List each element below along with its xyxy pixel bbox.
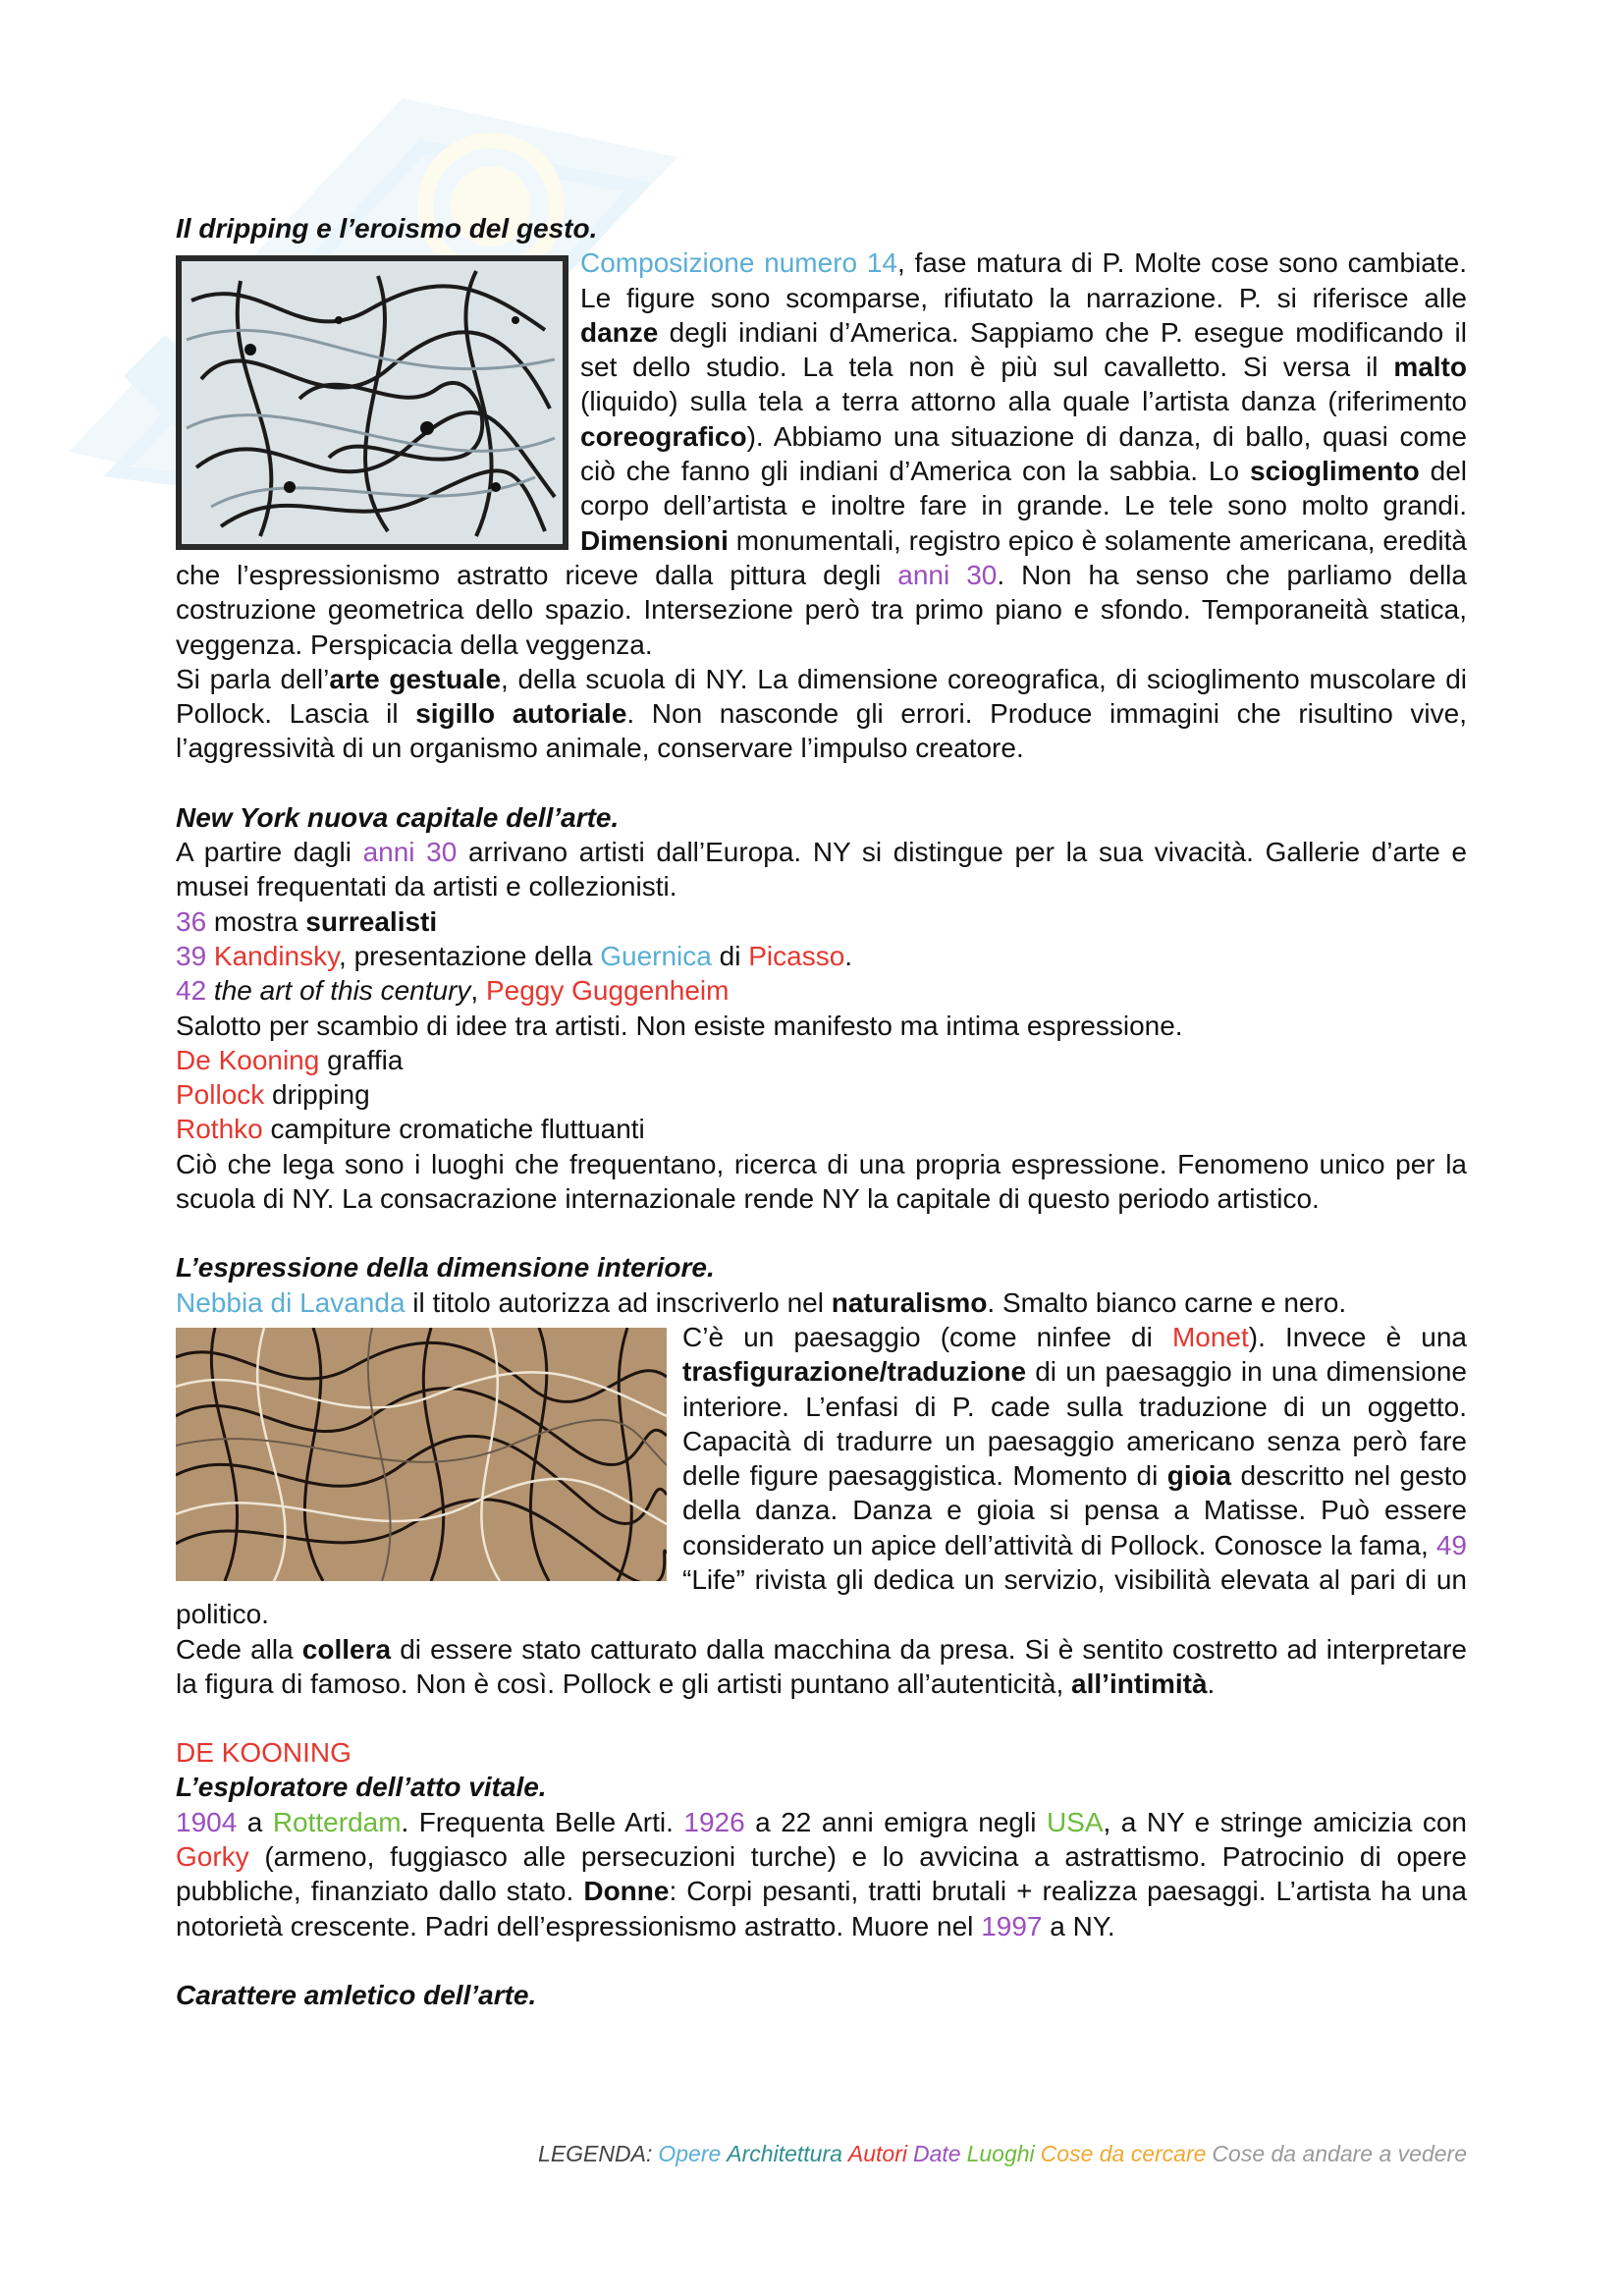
date-term: 1997 [981,1910,1043,1941]
painting-nebbia-di-lavanda [176,1328,667,1581]
text: ). Abbiamo una situazione di danza, di ballo, quasi come ciò che fanno gli indiani d’America con la sabbia. Lo [580,420,1467,487]
text: a NY. [1042,1910,1115,1941]
work-link: Composizione numero 14 [580,247,897,279]
text: campiture cromatiche fluttuanti [262,1114,645,1145]
list-line [176,1077,1467,1112]
date-term: anni 30 [897,559,998,590]
list-line: Salotto per scambio di idee tra artisti. Non esiste manifesto ma intima espressione. [176,1010,1183,1041]
paragraph [176,662,1467,766]
author-term: Picasso [748,940,845,971]
text: il titolo autorizza ad inscriverlo nel [405,1286,832,1318]
text: , fase matura di P. Molte cose sono cambiate. Le figure sono scomparse, rifiutato la narrazione. P. si riferisce alle [580,247,1467,313]
text: . Non nasconde gli errori. Produce immagini che risultino vive, l’aggressività di un organismo animale, conservare l’impulso creatore. [176,698,1467,764]
text: , [470,975,486,1007]
text: . [1207,1667,1216,1699]
text: , della scuola di NY. La dimensione coreografica, di scioglimento muscolare di Pollock. Lascia il [176,663,1467,730]
date-term: anni 30 [362,837,458,868]
text: . Smalto bianco carne e nero. [987,1286,1347,1318]
text: “Life” rivista gli dedica un servizio, visibilità elevata al pari di un politico. [176,1563,1467,1630]
paragraph [176,1805,1467,1943]
paragraph [176,1285,1467,1320]
text: : Corpi pesanti, tratti brutali + realizza paesaggi. L’artista ha una notorietà crescente. Padri dell’espressionismo astratto. Muore nel [176,1876,1467,1941]
date-term: 1926 [683,1806,745,1837]
bold-term: coreografico [580,420,747,452]
text: Cede alla [176,1633,302,1665]
paragraph [176,835,1467,904]
list-line [176,1112,1467,1146]
author-term: Kandinsky [206,940,340,971]
list-line [176,1043,1467,1077]
bold-term: scioglimento [1250,456,1420,487]
place-term: Rotterdam [272,1806,402,1837]
document-page [176,211,1467,2012]
author-term: Peggy Guggenheim [485,975,730,1007]
bold-term: danze [580,316,659,348]
section-heading-new-york: New York nuova capitale dell’arte. [176,801,620,833]
date-term: 39 [176,940,207,971]
legend-cose-da-vedere: Cose da andare a vedere [1212,2141,1467,2166]
legend-label: LEGENDA: [538,2141,653,2166]
bold-term: naturalismo [831,1286,988,1318]
bold-term: surrealisti [305,905,438,937]
legend-cose-da-cercare: Cose da cercare [1040,2141,1207,2166]
legend-architettura: Architettura [727,2141,842,2166]
date-term: 42 [176,975,207,1007]
list-line [176,904,1467,939]
author-term: Pollock [176,1079,265,1111]
work-term: Guernica [600,940,712,971]
text: a 22 anni emigra negli [744,1806,1047,1837]
author-title-de-kooning: DE KOONING [176,1737,352,1769]
bold-term: Donne [583,1876,670,1907]
text: , a NY e stringe amicizia con [1103,1806,1467,1837]
date-term: 49 [1435,1529,1467,1560]
legend [532,2141,1467,2167]
text: A partire dagli [176,837,363,868]
text: arrivano artisti dall’Europa. NY si distingue per la sua vivacità. Gallerie d’arte e musei frequentati da artisti e collezionisti. [176,837,1467,902]
list-line [176,973,1467,1008]
bold-term: gioia [1166,1460,1232,1492]
legend-opere: Opere [658,2141,722,2166]
text: dripping [264,1079,370,1111]
date-term: 1904 [176,1806,238,1837]
text: (armeno, fuggiasco alle persecuzioni turche) e lo avvicina a astrattismo. Patrocinio di opere pubbliche, finanziato dallo stato. [176,1841,1467,1907]
place-term: USA [1046,1806,1104,1837]
text: . [844,940,853,971]
legend-luoghi: Luoghi [966,2141,1035,2166]
text: monumentali, registro epico è solamente americana, eredità che l’espressionismo astratto riceve dalla pittura degli [176,524,1467,590]
bold-term: arte gestuale [329,663,502,694]
text: di un paesaggio in una dimensione interiore. L’enfasi di P. cade sulla traduzione di un oggetto. Capacità di tradurre un paesaggio americano senza però fare delle figure paesaggistica. Momento di [682,1356,1467,1492]
text: mostra [206,905,306,937]
text: Si parla dell’ [176,663,330,694]
text: descritto nel gesto della danza. Danza e gioia si pensa a Matisse. Può essere considerato un apice dell’attività di Pollock. Conosce la fama, [682,1460,1467,1560]
text: ). Invece è una [1248,1321,1467,1352]
text: C’è un paesaggio (come ninfee di [682,1321,1172,1352]
author-term: Rothko [176,1114,263,1145]
text: degli indiani d’America. Sappiamo che P. esegue modificando il set dello studio. La tela non è più sul cavalletto. Si versa il [580,316,1467,383]
legend-autori: Autori [847,2141,907,2166]
author-term: Gorky [176,1841,249,1873]
text: a [237,1806,273,1837]
italic-title: the art of this century [206,975,471,1007]
author-term: De Kooning [176,1044,320,1075]
text: (liquido) sulla tela a terra attorno alla quale l’artista danza (riferimento [580,386,1467,417]
section-heading-dripping: Il dripping e l’eroismo del gesto. [176,213,598,244]
author-term: Monet [1171,1321,1249,1352]
bold-term: sigillo autoriale [415,698,627,730]
section-heading-esploratore: L’esploratore dell’atto vitale. [176,1772,547,1803]
text: . Frequenta Belle Arti. [401,1806,684,1837]
bold-term: malto [1393,352,1467,383]
painting-composizione-14 [176,255,568,550]
list-line [176,939,1467,973]
paragraph: Ciò che lega sono i luoghi che frequentano, ricerca di una propria espressione. Fenomeno unico per la scuola di NY. La consacrazione internazionale rende NY la capitale di questo periodo artistico. [176,1148,1467,1215]
date-term: 36 [176,905,207,937]
text: di [711,940,749,971]
text: graffia [319,1044,404,1075]
bold-term: collera [301,1633,392,1665]
legend-date: Date [913,2141,961,2166]
bold-term: all’intimità [1071,1667,1208,1699]
text: di essere stato catturato dalla macchina da presa. Si è sentito costretto ad interpretare la figura di famoso. Non è così. Pollock e gli artisti puntano all’autenticità, [176,1633,1467,1699]
text: del corpo dell’artista e inoltre fare in grande. Le tele sono molto grandi. [580,456,1467,521]
bold-term: trasfigurazione/traduzione [682,1356,1027,1388]
work-term: Nebbia di Lavanda [176,1286,406,1318]
text: . Non ha senso che parliamo della costruzione geometrica dello spazio. Intersezione però tra primo piano e sfondo. Temporaneità statica, veggenza. Perspicacia della veggenza. [176,559,1467,660]
paragraph [176,1632,1467,1702]
section-heading-dimensione-interiore: L’espressione della dimensione interiore. [176,1252,715,1284]
text: , presentazione della [339,940,601,971]
section-heading-carattere-amletico: Carattere amletico dell’arte. [176,1979,537,2010]
bold-term: Dimensioni [580,524,729,556]
